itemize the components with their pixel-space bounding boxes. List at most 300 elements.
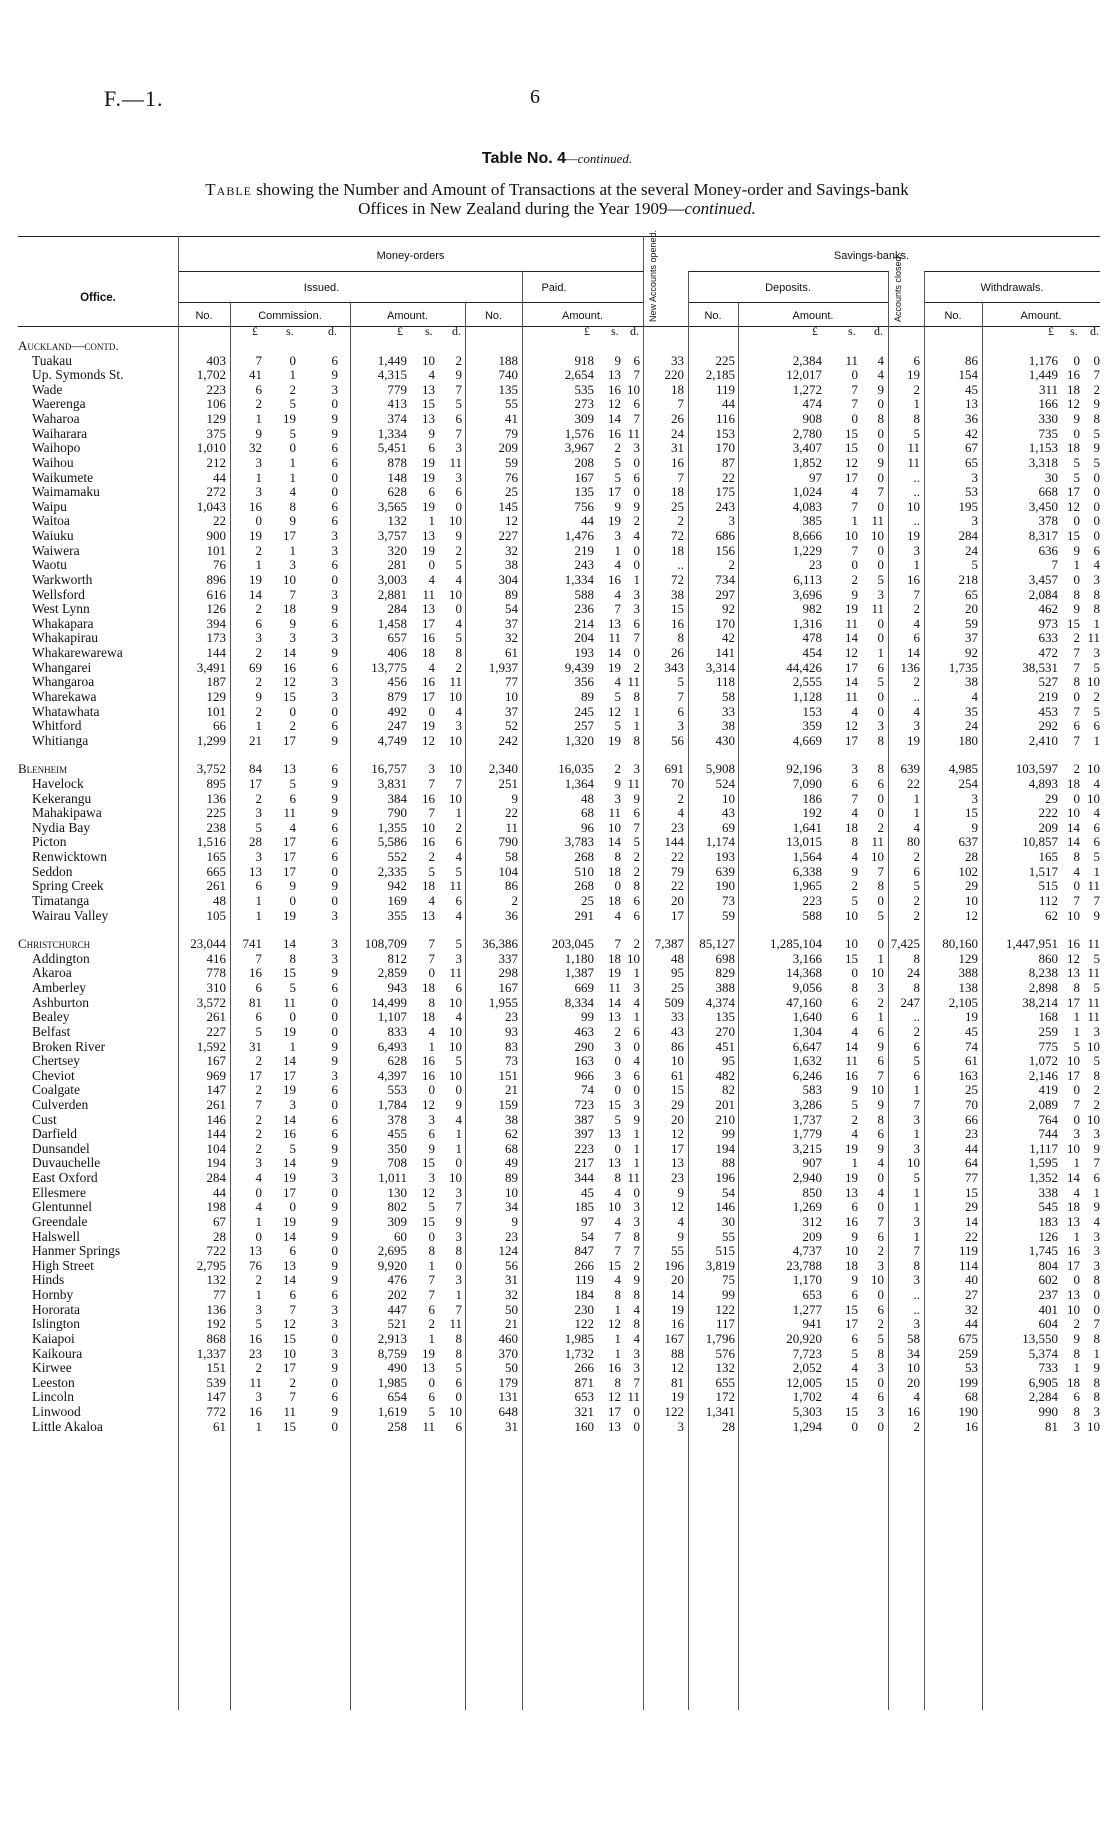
table-cell: 223 xyxy=(206,381,226,397)
table-cell: 552 xyxy=(387,849,407,865)
office-name: Spring Creek xyxy=(32,878,104,894)
table-cell: 8 xyxy=(913,411,920,427)
table-cell: 11 xyxy=(283,805,296,821)
office-name: Linwood xyxy=(32,1404,81,1420)
table-cell: 385 xyxy=(802,513,822,529)
table-cell: 8 xyxy=(877,411,884,427)
table-cell: 145 xyxy=(498,498,518,514)
table-cell: 2,084 xyxy=(1028,586,1058,602)
table-cell: 5 xyxy=(289,980,296,996)
table-cell: 790 xyxy=(498,834,518,850)
page-reference: F.—1. xyxy=(104,86,164,111)
table-cell: 669 xyxy=(574,980,594,996)
table-cell: 918 xyxy=(574,352,594,368)
table-cell: 0 xyxy=(1073,1111,1080,1127)
table-cell: .. xyxy=(913,513,920,529)
table-cell: 9 xyxy=(455,1097,462,1112)
table-cell: 10 xyxy=(449,732,462,748)
table-cell: 5 xyxy=(255,819,262,835)
table-cell: 55 xyxy=(505,396,518,412)
header-paid-amount: Amount. xyxy=(562,310,603,322)
table-cell: 1,985 xyxy=(564,1330,594,1346)
currency-unit: s. xyxy=(1070,324,1078,338)
table-cell: 14 xyxy=(283,1272,296,1288)
table-cell: 175 xyxy=(715,484,735,500)
table-cell: 8 xyxy=(877,1345,884,1361)
table-cell: 77 xyxy=(965,1170,978,1186)
table-cell: 2,089 xyxy=(1028,1097,1058,1112)
table-cell: 41 xyxy=(505,411,518,427)
table-cell: 9 xyxy=(331,1213,338,1229)
table-cell: 16 xyxy=(422,790,435,806)
table-cell: 3 xyxy=(633,980,640,996)
table-cell: 4 xyxy=(851,1126,858,1142)
table-cell: 691 xyxy=(664,761,684,777)
table-cell: 25 xyxy=(581,892,594,908)
table-cell: 0 xyxy=(851,965,858,981)
table-cell: 196 xyxy=(715,1170,735,1186)
table-cell: 165 xyxy=(206,849,226,865)
table-cell: 6,113 xyxy=(793,571,822,587)
table-cell: 25 xyxy=(965,1082,978,1098)
table-cell: 1 xyxy=(455,805,462,821)
table-cell: 3 xyxy=(1093,1404,1100,1420)
table-cell: 7 xyxy=(877,863,884,879)
table-cell: 81 xyxy=(671,1374,684,1390)
table-cell: 5 xyxy=(1073,1038,1080,1054)
table-cell: 270 xyxy=(715,1023,735,1039)
table-cell: 359 xyxy=(802,718,822,734)
table-cell: 136 xyxy=(206,1301,226,1317)
table-cell: 0 xyxy=(877,688,884,704)
table-cell: 89 xyxy=(505,586,518,602)
table-cell: 9 xyxy=(428,1140,435,1156)
table-cell: 3 xyxy=(331,542,338,558)
office-name: Warkworth xyxy=(32,571,93,587)
table-cell: 6 xyxy=(1093,1170,1100,1186)
table-cell: 2 xyxy=(255,1053,262,1069)
table-cell: 1,174 xyxy=(705,834,735,850)
table-cell: 7 xyxy=(851,542,858,558)
table-cell: 16 xyxy=(249,1330,262,1346)
table-cell: 764 xyxy=(1038,1111,1058,1127)
table-cell: 2 xyxy=(1093,381,1100,397)
table-cell: 2 xyxy=(255,790,262,806)
table-cell: 388 xyxy=(958,965,978,981)
table-cell: 4 xyxy=(677,1213,684,1229)
currency-unit: £ xyxy=(812,324,818,338)
table-cell: 16 xyxy=(608,1360,621,1376)
table-cell: 1 xyxy=(913,805,920,821)
table-cell: 0 xyxy=(877,469,884,485)
table-cell: 88 xyxy=(722,1155,735,1171)
table-cell: 116 xyxy=(715,411,735,427)
table-cell: 2 xyxy=(255,645,262,661)
table-cell: 3 xyxy=(331,1301,338,1317)
table-cell: 14 xyxy=(608,994,621,1010)
table-cell: 2 xyxy=(255,396,262,412)
table-cell: 16 xyxy=(671,454,684,470)
table-cell: 16 xyxy=(1067,367,1080,383)
table-cell: 3 xyxy=(1093,571,1100,587)
table-cell: 12 xyxy=(422,732,435,748)
table-cell: 3 xyxy=(728,513,735,529)
table-cell: 0 xyxy=(633,1184,640,1200)
table-cell: 62 xyxy=(505,1126,518,1142)
table-cell: 6 xyxy=(331,615,338,631)
currency-unit: d. xyxy=(1090,324,1099,338)
district-name: Blenheim xyxy=(18,761,68,777)
table-cell: 7 xyxy=(289,1301,296,1317)
table-cell: 2 xyxy=(851,571,858,587)
table-cell: 454 xyxy=(802,645,822,661)
table-cell: 163 xyxy=(574,1053,594,1069)
table-cell: 6 xyxy=(331,819,338,835)
table-cell: 16 xyxy=(422,1053,435,1069)
table-cell: 5 xyxy=(913,878,920,894)
table-cell: .. xyxy=(913,469,920,485)
table-cell: 5,586 xyxy=(377,834,407,850)
table-cell: 492 xyxy=(387,703,407,719)
table-cell: 16 xyxy=(671,615,684,631)
office-name: Lincoln xyxy=(32,1389,74,1405)
table-cell: 2 xyxy=(877,1243,884,1259)
table-cell: 3 xyxy=(913,1272,920,1288)
table-cell: 4 xyxy=(971,688,978,704)
table-cell: 12 xyxy=(671,1126,684,1142)
table-cell: 2 xyxy=(913,892,920,908)
table-cell: 3 xyxy=(677,718,684,734)
table-cell: 1,285,104 xyxy=(770,936,822,952)
table-cell: 124 xyxy=(498,1243,518,1259)
table-cell: .. xyxy=(913,688,920,704)
table-cell: 10 xyxy=(449,1023,462,1039)
table-cell: 312 xyxy=(802,1213,822,1229)
table-cell: 1 xyxy=(255,1418,262,1434)
table-cell: 32 xyxy=(249,440,262,456)
office-name: Ashburton xyxy=(32,994,89,1010)
table-cell: 490 xyxy=(387,1360,407,1376)
table-cell: 0 xyxy=(255,1228,262,1244)
table-cell: 19 xyxy=(283,411,296,427)
office-name: Amberley xyxy=(32,980,86,996)
table-cell: 136 xyxy=(206,790,226,806)
table-cell: 2 xyxy=(677,513,684,529)
table-cell: 675 xyxy=(958,1330,978,1346)
table-cell: 6 xyxy=(428,484,435,500)
table-cell: 9 xyxy=(331,1155,338,1171)
table-cell: 0 xyxy=(1093,1301,1100,1317)
table-cell: 772 xyxy=(206,1404,226,1420)
table-cell: 6 xyxy=(877,1389,884,1405)
table-cell: 10 xyxy=(505,1184,518,1200)
table-cell: 655 xyxy=(715,1374,735,1390)
office-name: Waotu xyxy=(32,557,67,573)
table-cell: 25 xyxy=(505,484,518,500)
table-cell: 0 xyxy=(1073,513,1080,529)
table-cell: 4,669 xyxy=(792,732,822,748)
office-name: Waerenga xyxy=(32,396,86,412)
table-cell: 2 xyxy=(255,1111,262,1127)
table-cell: 966 xyxy=(574,1067,594,1083)
table-cell: 9 xyxy=(1073,1330,1080,1346)
table-cell: 6 xyxy=(1093,819,1100,835)
office-name: Kaiapoi xyxy=(32,1330,75,1346)
table-cell: 8 xyxy=(1093,1330,1100,1346)
table-cell: 15 xyxy=(965,1184,978,1200)
table-cell: 9 xyxy=(331,790,338,806)
table-cell: 4,737 xyxy=(792,1243,822,1259)
office-name: Hororata xyxy=(32,1301,80,1317)
table-cell: 5 xyxy=(877,571,884,587)
office-name: Bealey xyxy=(32,1009,70,1025)
table-cell: 0 xyxy=(331,469,338,485)
table-cell: 2 xyxy=(633,849,640,865)
table-cell: 482 xyxy=(715,1067,735,1083)
table-cell: 0 xyxy=(455,1082,462,1098)
table-cell: 3 xyxy=(331,674,338,690)
table-cell: 1,337 xyxy=(196,1345,226,1361)
table-cell: 3 xyxy=(677,1418,684,1434)
table-cell: 9,439 xyxy=(564,659,594,675)
table-cell: 406 xyxy=(387,645,407,661)
table-cell: 1,334 xyxy=(377,425,407,441)
table-cell: 6,647 xyxy=(792,1038,822,1054)
table-cell: 8,317 xyxy=(1028,528,1058,544)
table-cell: 7 xyxy=(913,586,920,602)
table-cell: 10 xyxy=(845,528,858,544)
table-cell: 309 xyxy=(574,411,594,427)
table-cell: 6 xyxy=(877,1053,884,1069)
table-cell: 723 xyxy=(574,1097,594,1112)
table-cell: 11 xyxy=(449,454,462,470)
table-cell: 871 xyxy=(574,1374,594,1390)
table-cell: 104 xyxy=(206,1140,226,1156)
table-cell: 17 xyxy=(283,1067,296,1083)
table-cell: 10 xyxy=(608,819,621,835)
table-cell: 639 xyxy=(715,863,735,879)
table-cell: 8 xyxy=(851,834,858,850)
table-cell: 1,277 xyxy=(792,1301,822,1317)
table-cell: 2 xyxy=(633,936,640,952)
table-cell: 49 xyxy=(505,1155,518,1171)
table-cell: 259 xyxy=(1038,1023,1058,1039)
table-cell: 19 xyxy=(422,498,435,514)
table-cell: 11 xyxy=(627,1170,640,1186)
table-cell: 7 xyxy=(1073,732,1080,748)
table-cell: 19 xyxy=(422,1345,435,1361)
office-name: Waiharara xyxy=(32,425,88,441)
table-cell: 1 xyxy=(633,571,640,587)
table-cell: 3 xyxy=(455,718,462,734)
caption-line2: Offices in New Zealand during the Year 1909— xyxy=(358,199,685,218)
table-cell: 112 xyxy=(1038,892,1058,908)
table-cell: 59 xyxy=(722,907,735,923)
table-cell: 55 xyxy=(722,1228,735,1244)
table-cell: .. xyxy=(913,1301,920,1317)
table-cell: 879 xyxy=(387,688,407,704)
table-cell: 5 xyxy=(428,863,435,879)
table-cell: 0 xyxy=(633,454,640,470)
table-cell: 4 xyxy=(1093,557,1100,573)
table-cell: 11 xyxy=(449,965,462,981)
table-cell: 62 xyxy=(1045,907,1058,923)
table-cell: 21 xyxy=(249,732,262,748)
table-cell: 5 xyxy=(455,396,462,412)
table-cell: 9,920 xyxy=(377,1257,407,1273)
table-cell: 47,160 xyxy=(786,994,822,1010)
table-cell: 34 xyxy=(907,1345,920,1361)
table-cell: 343 xyxy=(664,659,684,675)
office-name: Waimamaku xyxy=(32,484,100,500)
table-cell: 9 xyxy=(331,1199,338,1215)
table-cell: 6 xyxy=(455,1418,462,1434)
table-cell: 9 xyxy=(331,878,338,894)
office-name: Waiwera xyxy=(32,542,80,558)
table-cell: 130 xyxy=(387,1184,407,1200)
table-cell: 209 xyxy=(802,1228,822,1244)
table-cell: 11 xyxy=(845,352,858,368)
table-cell: 4 xyxy=(877,352,884,368)
table-cell: 5 xyxy=(289,425,296,441)
table-cell: 1,117 xyxy=(1029,1140,1058,1156)
table-cell: 10 xyxy=(871,1082,884,1098)
table-cell: 168 xyxy=(1038,1009,1058,1025)
table-cell: 0 xyxy=(331,484,338,500)
table-cell: 92,196 xyxy=(786,761,822,777)
table-cell: 3,819 xyxy=(705,1257,735,1273)
office-name: Whatawhata xyxy=(32,703,100,719)
table-cell: 28 xyxy=(965,849,978,865)
table-cell: 1,043 xyxy=(196,498,226,514)
table-cell: 1,176 xyxy=(1028,352,1058,368)
table-cell: 1 xyxy=(877,645,884,661)
office-name: Whangarei xyxy=(32,659,92,675)
table-cell: 17 xyxy=(283,834,296,850)
table-cell: 1 xyxy=(913,1126,920,1142)
table-cell: 3,491 xyxy=(196,659,226,675)
table-cell: 10 xyxy=(449,994,462,1010)
table-cell: 11 xyxy=(871,601,884,617)
table-cell: 4 xyxy=(1093,805,1100,821)
table-cell: 1 xyxy=(913,790,920,806)
table-cell: 3 xyxy=(331,1067,338,1083)
table-cell: 31 xyxy=(249,1038,262,1054)
table-cell: 129 xyxy=(958,950,978,966)
table-cell: 12 xyxy=(505,513,518,529)
office-name: Kirwee xyxy=(32,1360,72,1376)
table-cell: 896 xyxy=(206,571,226,587)
table-cell: 478 xyxy=(802,630,822,646)
table-cell: 12 xyxy=(1067,396,1080,412)
table-cell: 2 xyxy=(913,907,920,923)
table-cell: 4 xyxy=(1073,863,1080,879)
table-cell: 10 xyxy=(1067,907,1080,923)
table-cell: 17 xyxy=(283,849,296,865)
table-cell: 11 xyxy=(1087,1009,1100,1025)
table-cell: 19 xyxy=(907,367,920,383)
table-cell: 462 xyxy=(1038,601,1058,617)
table-cell: 19 xyxy=(283,1023,296,1039)
table-cell: 2 xyxy=(455,542,462,558)
table-cell: 9 xyxy=(1093,907,1100,923)
table-cell: 173 xyxy=(206,630,226,646)
table-cell: 7 xyxy=(428,805,435,821)
table-cell: 19 xyxy=(845,1170,858,1186)
table-cell: 320 xyxy=(387,542,407,558)
office-name: Belfast xyxy=(32,1023,71,1039)
table-cell: 0 xyxy=(877,498,884,514)
table-cell: 7 xyxy=(614,936,621,952)
table-cell: 169 xyxy=(387,892,407,908)
table-cell: 5 xyxy=(614,454,621,470)
table-cell: 1 xyxy=(1073,1360,1080,1376)
table-cell: 10 xyxy=(845,936,858,952)
table-cell: 13,015 xyxy=(786,834,822,850)
table-cell: 16,757 xyxy=(371,761,407,777)
table-cell: 0 xyxy=(331,1418,338,1434)
table-cell: 9 xyxy=(614,352,621,368)
table-cell: 11 xyxy=(627,425,640,441)
office-name: Leeston xyxy=(32,1374,75,1390)
table-cell: 515 xyxy=(715,1243,735,1259)
table-cell: 0 xyxy=(331,1243,338,1259)
table-cell: 146 xyxy=(715,1199,735,1215)
table-cell: 7 xyxy=(614,601,621,617)
office-name: Dunsandel xyxy=(32,1140,90,1156)
table-cell: 22 xyxy=(505,805,518,821)
table-cell: 1 xyxy=(614,542,621,558)
table-cell: 833 xyxy=(387,1023,407,1039)
table-cell: 79 xyxy=(505,425,518,441)
office-name: Waharoa xyxy=(32,411,80,427)
office-name: Whakapara xyxy=(32,615,94,631)
table-cell: 0 xyxy=(428,965,435,981)
table-cell: 281 xyxy=(387,557,407,573)
table-cell: 8 xyxy=(1073,1345,1080,1361)
table-cell: 0 xyxy=(331,1097,338,1112)
table-cell: 990 xyxy=(1038,1404,1058,1420)
table-cell: 1,011 xyxy=(378,1170,407,1186)
table-cell: 8 xyxy=(1093,411,1100,427)
table-cell: 539 xyxy=(206,1374,226,1390)
table-cell: 1 xyxy=(1073,557,1080,573)
table-cell: 3 xyxy=(633,761,640,777)
table-cell: 337 xyxy=(498,950,518,966)
table-cell: 38 xyxy=(505,1111,518,1127)
table-cell: 4 xyxy=(428,659,435,675)
table-cell: 756 xyxy=(574,498,594,514)
office-name: Seddon xyxy=(32,863,73,879)
table-cell: 654 xyxy=(387,1389,407,1405)
table-cell: 0 xyxy=(1093,1287,1100,1303)
table-cell: 6 xyxy=(331,1287,338,1303)
table-cell: 29 xyxy=(965,1199,978,1215)
table-cell: 8 xyxy=(633,1228,640,1244)
table-cell: 3 xyxy=(614,790,621,806)
table-cell: 201 xyxy=(715,1097,735,1112)
table-cell: 378 xyxy=(387,1111,407,1127)
table-cell: 17 xyxy=(1067,1257,1080,1273)
table-cell: 698 xyxy=(715,950,735,966)
table-cell: 153 xyxy=(715,425,735,441)
table-cell: 9 xyxy=(331,367,338,383)
table-cell: 3,450 xyxy=(1028,498,1058,514)
table-cell: 419 xyxy=(1038,1082,1058,1098)
table-cell: 6,905 xyxy=(1028,1374,1058,1390)
table-cell: 20 xyxy=(671,892,684,908)
table-cell: 12,017 xyxy=(786,367,822,383)
